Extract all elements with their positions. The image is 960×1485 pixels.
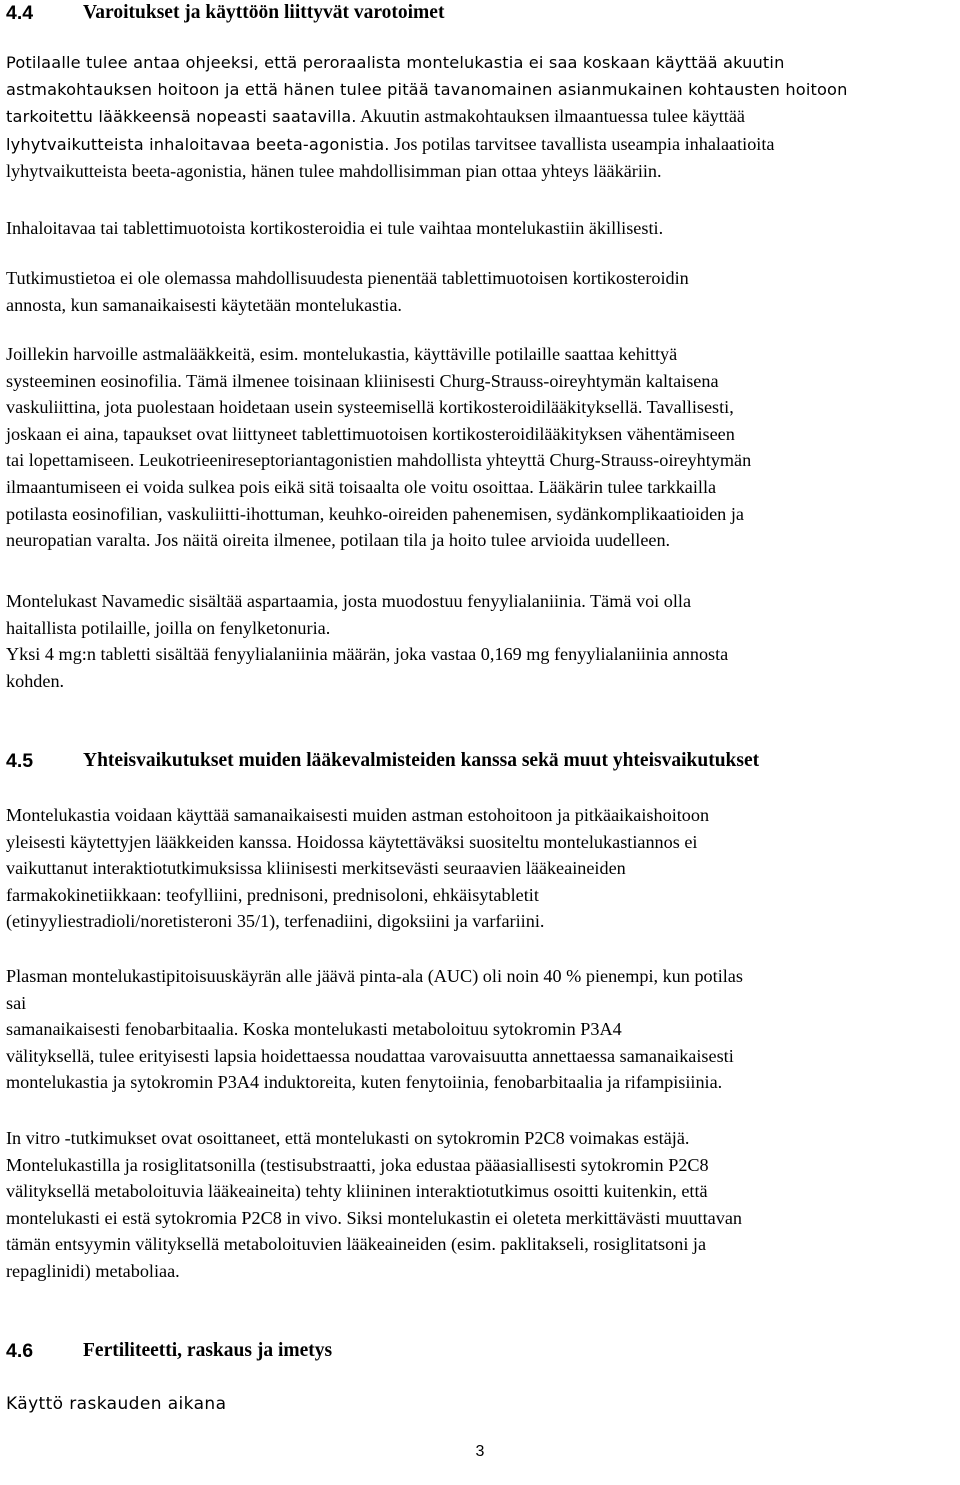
text-line: In vitro -tutkimukset ovat osoittaneet, että montelukasti on sytokromin P2C8 voimakas estäjä.: [6, 1128, 690, 1148]
text-line: Montelukastilla ja rosiglitatsonilla (testisubstraatti, joka edustaa pääasiallisesti sytokromin P2C8: [6, 1154, 709, 1175]
subheading-text: Käyttö raskauden aikana: [6, 1394, 227, 1414]
section-number: 4.6: [6, 1340, 34, 1362]
text-line: systeeminen eosinofilia. Tämä ilmenee toisinaan kliinisesti Churg-Strauss-oireyhtymän kaltaisena: [6, 370, 719, 391]
text-line: Tutkimustietoa ei ole olemassa mahdollisuudesta pienentää tablettimuotoisen kortikosteroidin: [6, 268, 689, 288]
section-number: 4.4: [6, 2, 34, 24]
subheading-pregnancy-use: [6, 1391, 956, 1417]
section-4-4-heading: [6, 0, 956, 26]
text-line: Montelukastia voidaan käyttää samanaikaisesti muiden astman estohoitoon ja pitkäaikaishoitoon: [6, 805, 710, 825]
paragraph-eosinophilia: [6, 341, 956, 554]
section-4-6-heading: [6, 1338, 956, 1364]
text-span: Jos potilas tarvitsee tavallista useampia inhalaatioita: [394, 133, 775, 154]
text-line: haitallista potilaille, joilla on fenylketonuria.: [6, 617, 331, 638]
text-line: potilasta eosinofilian, vaskuliitti-ihottuman, keuhko-oireiden pahenemisen, sydänkomplikaatioiden ja: [6, 503, 744, 524]
text-line: astmakohtauksen hoitoon ja että hänen tulee pitää tavanomainen asianmukainen kohtausten hoitoon: [6, 79, 848, 99]
text-line: farmakokinetiikkaan: teofylliini, prednisoni, prednisoloni, ehkäisytabletit: [6, 884, 539, 905]
paragraph-concomitant-use: [6, 802, 956, 935]
section-title: Varoitukset ja käyttöön liittyvät varotoimet: [83, 2, 445, 23]
text-line: Potilaalle tulee antaa ohjeeksi, että peroraalista montelukastia ei saa koskaan käyttää akuutin: [6, 53, 785, 72]
text-line: yleisesti käytettyjen lääkkeiden kanssa. Hoidossa käytettäväksi suositeltu montelukastiannos ei: [6, 831, 698, 852]
text-line: (etinyyliestradioli/noretisteroni 35/1), terfenadiini, digoksiini ja varfariini.: [6, 911, 545, 932]
text-line: Yksi 4 mg:n tabletti sisältää fenyylialaniinia määrän, joka vastaa 0,169 mg fenyylialaniinia annosta: [6, 644, 729, 665]
text-line: lyhytvaikutteista beeta-agonistia, hänen tulee mahdollisimman pian ottaa yhteys lääkäriin.: [6, 161, 662, 182]
section-number: 4.5: [6, 750, 34, 772]
paragraph-short-acting-beta-agonist: [6, 50, 956, 185]
text-line: välityksellä metaboloituvia lääkeaineita) tehty kliininen interaktiotutkimus osoitti kuitenkin, että: [6, 1181, 708, 1202]
text-line: montelukastia ja sytokromin P3A4 induktoreita, kuten fenytoiinia, fenobarbitaalia ja rifampisiinia.: [6, 1072, 723, 1093]
section-4-5-heading: [6, 748, 956, 774]
paragraph-aspartame: [6, 588, 956, 694]
text-line: joskaan ei aina, tapaukset ovat liittyneet tablettimuotoisen kortikosteroidilääkityksen vähentämiseen: [6, 423, 735, 444]
text-line: välityksellä, tulee erityisesti lapsia hoidettaessa noudattaa varovaisuutta annettaessa samanaikaisesti: [6, 1045, 734, 1066]
paragraph-dose-reduction: [6, 265, 956, 318]
text-line: montelukasti ei estä sytokromia P2C8 in vivo. Siksi montelukastin ei oleteta merkittävästi muuttavan: [6, 1207, 742, 1228]
text-line: samanaikaisesti fenobarbitaalia. Koska montelukasti metaboloituu sytokromin P3A4: [6, 1019, 622, 1040]
text-line: vaikuttanut interaktiotutkimuksissa kliinisesti merkitsevästi seuraavien lääkeaineiden: [6, 858, 626, 879]
paragraph-phenobarbital: [6, 963, 956, 1096]
text-line: Joillekin harvoille astmalääkkeitä, esim. montelukastia, käyttäville potilaille saattaa kehittyä: [6, 344, 678, 364]
section-title: Yhteisvaikutukset muiden lääkevalmisteiden kanssa sekä muut yhteisvaikutukset: [83, 750, 760, 771]
text-line: Inhaloitavaa tai tablettimuotoista kortikosteroidia ei tule vaihtaa montelukastiin äkillisesti.: [6, 218, 664, 238]
text-line: neuropatian varalta. Jos näitä oireita ilmenee, potilaan tila ja hoito tulee arvioida uudelleen.: [6, 530, 671, 551]
text-line: lyhytvaikutteista inhaloitavaa beeta-agonistia.: [6, 134, 390, 154]
text-line: ilmaantumiseen ei voida sulkea pois eikä sitä toisaalta ole voitu osoittaa. Lääkärin tulee tarkkailla: [6, 476, 717, 497]
text-line: tarkoitettu lääkkeensä nopeasti saatavilla.: [6, 107, 357, 127]
text-line: vaskuliittina, jota puolestaan hoidetaan usein systeemisellä kortikosteroidilääkityksellä. Tavallisesti,: [6, 397, 734, 418]
text-line: tämän entsyymin välityksellä metaboloituvien lääkeaineiden (esim. paklitakseli, rosiglitatsoni ja: [6, 1234, 707, 1255]
text-line: repaglinidi) metaboliaa.: [6, 1260, 180, 1281]
section-title: Fertiliteetti, raskaus ja imetys: [83, 1340, 333, 1361]
text-line: annosta, kun samanaikaisesti käytetään montelukastia.: [6, 294, 402, 315]
text-line: Montelukast Navamedic sisältää aspartaamia, josta muodostuu fenyylialaniinia. Tämä voi olla: [6, 591, 692, 611]
paragraph-cyp2c8: [6, 1125, 956, 1285]
text-span: Akuutin astmakohtauksen ilmaantuessa tulee käyttää: [360, 106, 745, 127]
page-number: 3: [475, 1443, 485, 1460]
paragraph-corticosteroid-switch: [6, 215, 956, 242]
text-line: tai lopettamiseen. Leukotrieenireseptoriantagonistien mahdollista yhteyttä Churg-Strauss-oireyhtymän: [6, 450, 752, 471]
text-line: Plasman montelukastipitoisuuskäyrän alle jäävä pinta-ala (AUC) oli noin 40 % pienempi, kun potilas: [6, 966, 743, 986]
text-line: kohden.: [6, 670, 65, 691]
text-line: sai: [6, 992, 27, 1013]
